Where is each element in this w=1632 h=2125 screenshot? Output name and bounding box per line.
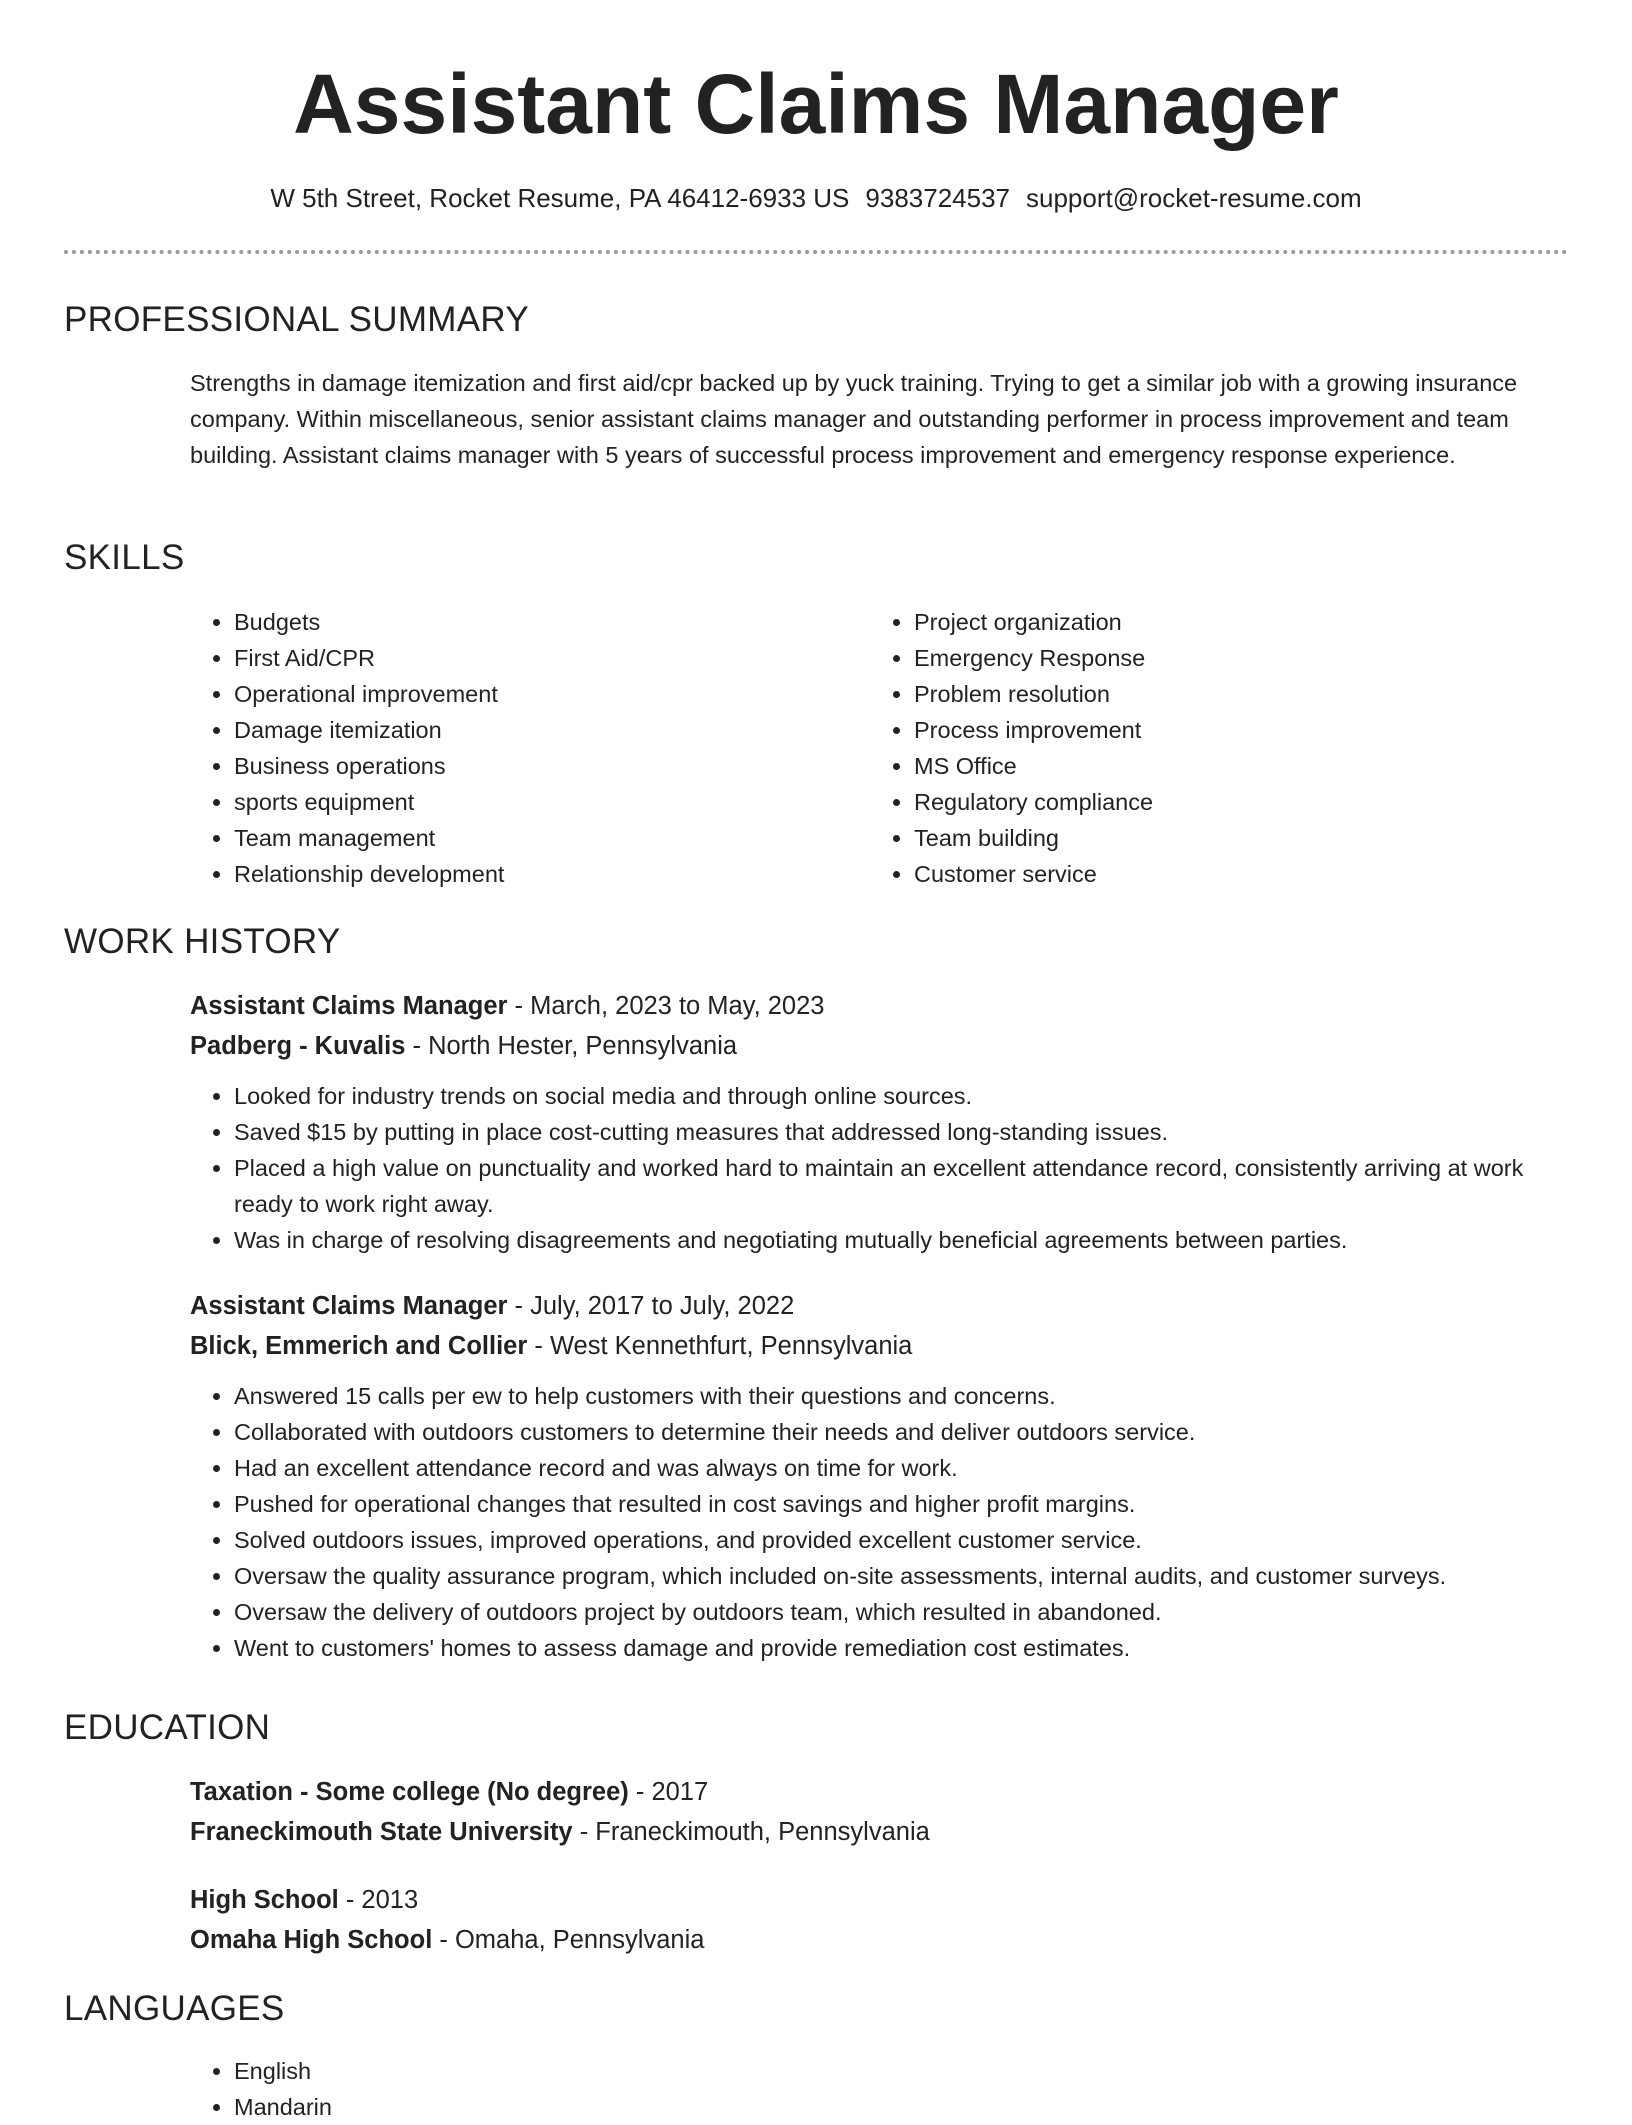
skill-item: • sports equipment — [234, 784, 870, 820]
languages-list — [190, 2053, 1570, 2125]
skill-item: • First Aid/CPR — [234, 640, 870, 676]
skill-item: • Process improvement — [914, 712, 1550, 748]
job-bullet: • Pushed for operational changes that resulted in cost savings and higher profit margins. — [234, 1486, 1570, 1522]
education-school-line — [190, 1812, 1570, 1852]
job-bullet: • Went to customers' homes to assess damage and provide remediation cost estimates. — [234, 1630, 1570, 1666]
skill-item: • Team building — [914, 820, 1550, 856]
skill-item: • Regulatory compliance — [914, 784, 1550, 820]
job-entry — [190, 1286, 1570, 1666]
skill-item: • Operational improvement — [234, 676, 870, 712]
job-location: - West Kennethfurt, Pennsylvania — [527, 1332, 913, 1360]
skills-column-left — [190, 604, 870, 892]
education-heading: EDUCATION — [64, 1708, 271, 1747]
job-title-line — [190, 986, 1570, 1026]
education-school-line — [190, 1920, 1570, 1960]
skills-heading: SKILLS — [64, 538, 185, 577]
education-year: - 2013 — [338, 1886, 419, 1914]
education-section — [190, 1772, 1570, 1988]
contact-line — [0, 180, 1632, 216]
contact-phone: 9383724537 — [865, 183, 1011, 213]
work-history-section — [190, 986, 1570, 1694]
job-bullet: • Collaborated with outdoors customers to determine their needs and deliver outdoors service. — [234, 1414, 1570, 1450]
skill-item: • Team management — [234, 820, 870, 856]
job-dates: - July, 2017 to July, 2022 — [507, 1292, 795, 1320]
job-bullet: • Solved outdoors issues, improved operations, and provided excellent customer service. — [234, 1522, 1570, 1558]
languages-heading: LANGUAGES — [64, 1989, 285, 2028]
job-bullet: • Was in charge of resolving disagreements and negotiating mutually beneficial agreements between parties. — [234, 1222, 1570, 1258]
job-dates: - March, 2023 to May, 2023 — [507, 992, 825, 1020]
contact-address: W 5th Street, Rocket Resume, PA 46412-6933 US — [270, 183, 850, 213]
education-school: Franeckimouth State University — [190, 1818, 573, 1846]
skill-item: • Project organization — [914, 604, 1550, 640]
summary-text: Strengths in damage itemization and first aid/cpr backed up by yuck training. Trying to get a similar job with a growing insurance company. Within miscellaneous, senior assistant claims manager and outstanding performer in process improvement and team building. Assistant claims manager with 5 years of successful process improvement and emergency response experience. — [190, 370, 1518, 468]
education-degree: Taxation - Some college (No degree) — [190, 1778, 629, 1806]
education-entry — [190, 1880, 1570, 1960]
skills-section — [190, 604, 1570, 892]
education-degree-line — [190, 1880, 1570, 1920]
job-bullet: • Answered 15 calls per ew to help customers with their questions and concerns. — [234, 1378, 1570, 1414]
job-entry — [190, 986, 1570, 1258]
contact-email: support@rocket-resume.com — [1026, 183, 1362, 213]
skill-item: • Emergency Response — [914, 640, 1550, 676]
resume-name: Assistant Claims Manager — [293, 57, 1339, 151]
languages-section — [190, 2053, 1570, 2125]
language-item: • Mandarin — [234, 2089, 1570, 2125]
job-title-line — [190, 1286, 1570, 1326]
education-degree: High School — [190, 1886, 339, 1914]
header-divider — [64, 250, 1568, 254]
language-item: • English — [234, 2053, 1570, 2089]
job-bullet: • Oversaw the delivery of outdoors project by outdoors team, which resulted in abandoned. — [234, 1594, 1570, 1630]
skills-column-right — [870, 604, 1550, 892]
job-bullets — [190, 1078, 1570, 1258]
job-company: Padberg - Kuvalis — [190, 1032, 406, 1060]
education-location: - Franeckimouth, Pennsylvania — [572, 1818, 930, 1846]
skill-item: • Relationship development — [234, 856, 870, 892]
job-bullet: • Had an excellent attendance record and was always on time for work. — [234, 1450, 1570, 1486]
skill-item: • Customer service — [914, 856, 1550, 892]
education-school: Omaha High School — [190, 1926, 433, 1954]
education-entry — [190, 1772, 1570, 1852]
skill-item: • Business operations — [234, 748, 870, 784]
education-degree-line — [190, 1772, 1570, 1812]
education-location: - Omaha, Pennsylvania — [432, 1926, 705, 1954]
skill-item: • MS Office — [914, 748, 1550, 784]
summary-heading: PROFESSIONAL SUMMARY — [64, 300, 529, 339]
job-location: - North Hester, Pennsylvania — [405, 1032, 738, 1060]
job-title: Assistant Claims Manager — [190, 992, 508, 1020]
summary-section — [190, 365, 1570, 473]
job-bullet: • Looked for industry trends on social media and through online sources. — [234, 1078, 1570, 1114]
job-company: Blick, Emmerich and Collier — [190, 1332, 528, 1360]
job-title: Assistant Claims Manager — [190, 1292, 508, 1320]
job-bullet: • Oversaw the quality assurance program, which included on-site assessments, internal audits, and customer surveys. — [234, 1558, 1570, 1594]
skill-item: • Budgets — [234, 604, 870, 640]
work-history-heading: WORK HISTORY — [64, 922, 341, 961]
job-bullet: • Placed a high value on punctuality and worked hard to maintain an excellent attendance record, consistently arriving at work ready to work right away. — [234, 1150, 1570, 1222]
education-year: - 2017 — [628, 1778, 709, 1806]
job-bullets — [190, 1378, 1570, 1666]
job-company-line — [190, 1326, 1570, 1366]
skills-grid — [190, 604, 1570, 892]
job-bullet: • Saved $15 by putting in place cost-cutting measures that addressed long-standing issues. — [234, 1114, 1570, 1150]
job-company-line — [190, 1026, 1570, 1066]
skill-item: • Damage itemization — [234, 712, 870, 748]
skill-item: • Problem resolution — [914, 676, 1550, 712]
